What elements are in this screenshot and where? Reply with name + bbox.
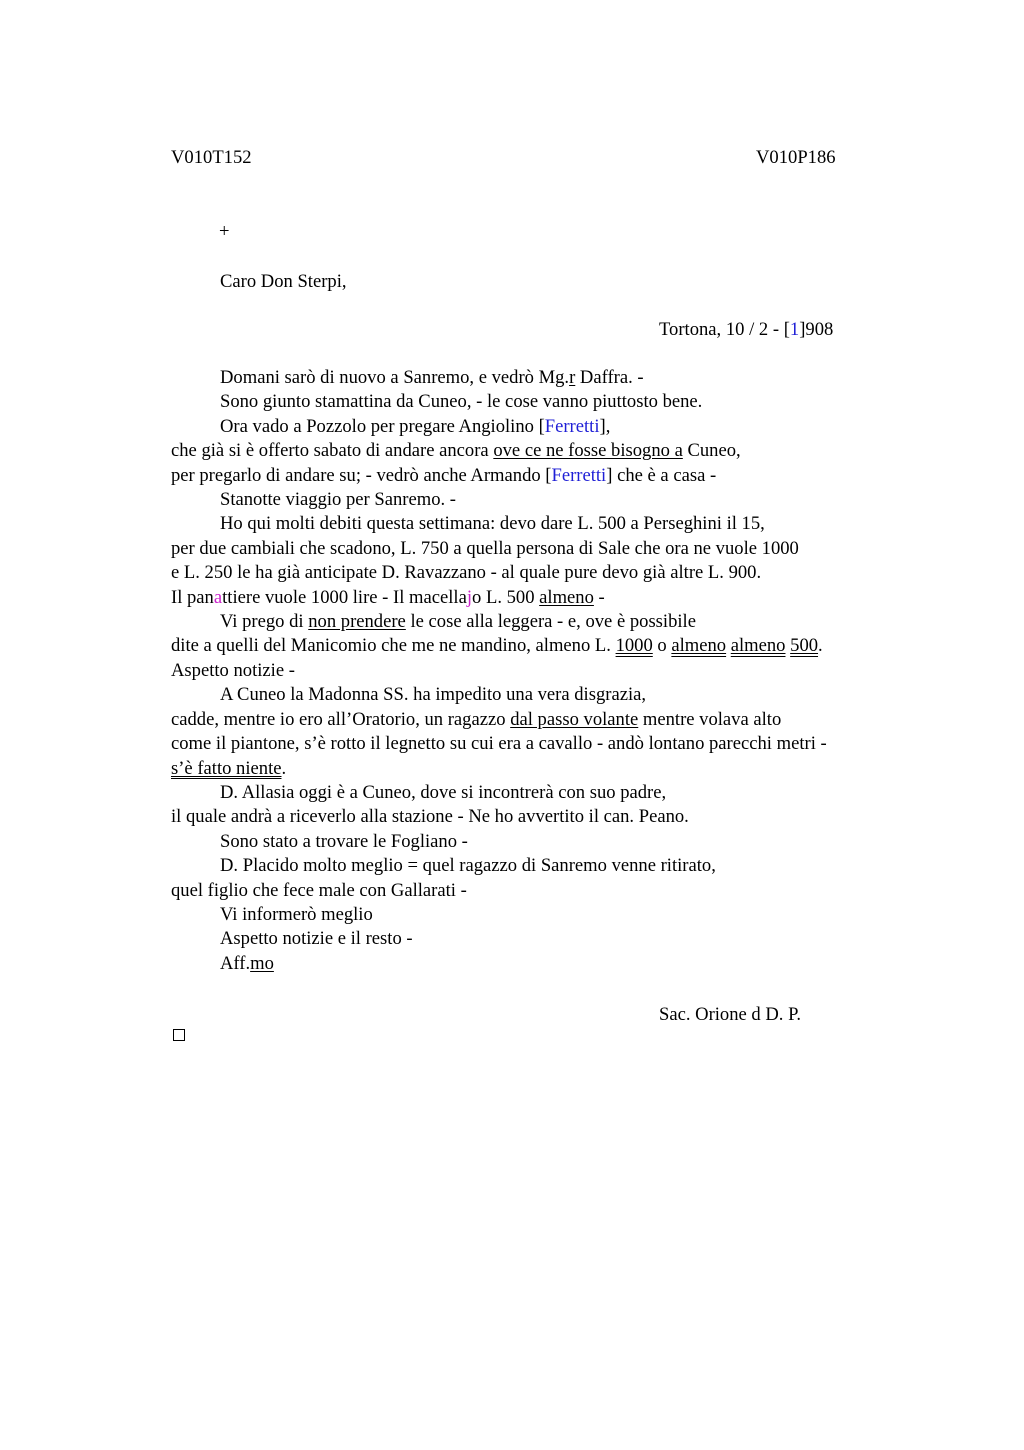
date-place: Tortona, 10 / 2 - [: [659, 319, 790, 340]
body-line: D. Allasia oggi è a Cuneo, dove si incontrerà con suo padre,: [220, 781, 667, 803]
salutation: Caro Don Sterpi,: [220, 271, 347, 292]
body-line: che già si è offerto sabato di andare ancora ove ce ne fosse bisogno a Cuneo,: [171, 440, 741, 462]
letter-date: [659, 318, 833, 342]
header-right-code: V010P186: [756, 147, 836, 168]
header-left-code: V010T152: [171, 147, 252, 168]
body-line: cadde, mentre io ero all’Oratorio, un ragazzo dal passo volante mentre volava alto: [171, 708, 782, 730]
date-year-added: 1: [789, 319, 800, 340]
body-line: come il piantone, s’è rotto il legnetto su cui era a cavallo - andò lontano parecchi metri -: [171, 733, 827, 755]
body-line: il quale andrà a riceverlo alla stazione - Ne ho avvertito il can. Peano.: [171, 806, 689, 828]
signature: Sac. Orione d D. P.: [659, 1004, 802, 1025]
body-line: e L. 250 le ha già anticipate D. Ravazzano - al quale pure devo già altre L. 900.: [171, 562, 762, 584]
body-line: Aspetto notizie e il resto -: [220, 928, 413, 950]
body-line: Ho qui molti debiti questa settimana: devo dare L. 500 a Perseghini il 15,: [220, 513, 765, 535]
correction-letter: j: [466, 586, 473, 608]
body-line: per pregarlo di andare su; - vedrò anche Armando [Ferretti] che è a casa -: [171, 464, 717, 486]
cross-mark: +: [219, 221, 230, 242]
body-line: s’è fatto niente.: [171, 757, 287, 779]
body-line: Sono giunto stamattina da Cuneo, - le cose vanno piuttosto bene.: [220, 391, 703, 413]
body-line: Sono stato a trovare le Fogliano -: [220, 830, 468, 852]
body-line: A Cuneo la Madonna SS. ha impedito una vera disgrazia,: [220, 684, 647, 706]
letter-body: [171, 366, 931, 976]
body-line: per due cambiali che scadono, L. 750 a quella persona di Sale che ora ne vuole 1000: [171, 537, 799, 559]
body-line: quel figlio che fece male con Gallarati -: [171, 879, 467, 901]
end-box-icon: [173, 1029, 185, 1041]
editorial-name: Ferretti: [551, 464, 607, 486]
body-line: Aff.mo: [220, 952, 274, 974]
body-line: Domani sarò di nuovo a Sanremo, e vedrò Mg.r Daffra. -: [220, 367, 644, 388]
editorial-name: Ferretti: [544, 415, 600, 437]
body-line: Il panattiere vuole 1000 lire - Il macellajo L. 500 almeno -: [171, 586, 605, 608]
body-line: Stanotte viaggio per Sanremo. -: [220, 489, 456, 511]
body-line: Vi informerò meglio: [220, 903, 373, 925]
body-line: Aspetto notizie -: [171, 659, 295, 681]
date-year-rest: ]908: [799, 319, 834, 340]
body-line: dite a quelli del Manicomio che me ne mandino, almeno L. 1000 o almeno almeno 500.: [171, 635, 823, 657]
correction-letter: a: [213, 586, 223, 608]
body-line: D. Placido molto meglio = quel ragazzo di Sanremo venne ritirato,: [220, 855, 716, 877]
body-line: Ora vado a Pozzolo per pregare Angiolino [Ferretti],: [220, 415, 611, 437]
body-line: Vi prego di non prendere le cose alla leggera - e, ove è possibile: [220, 611, 696, 633]
